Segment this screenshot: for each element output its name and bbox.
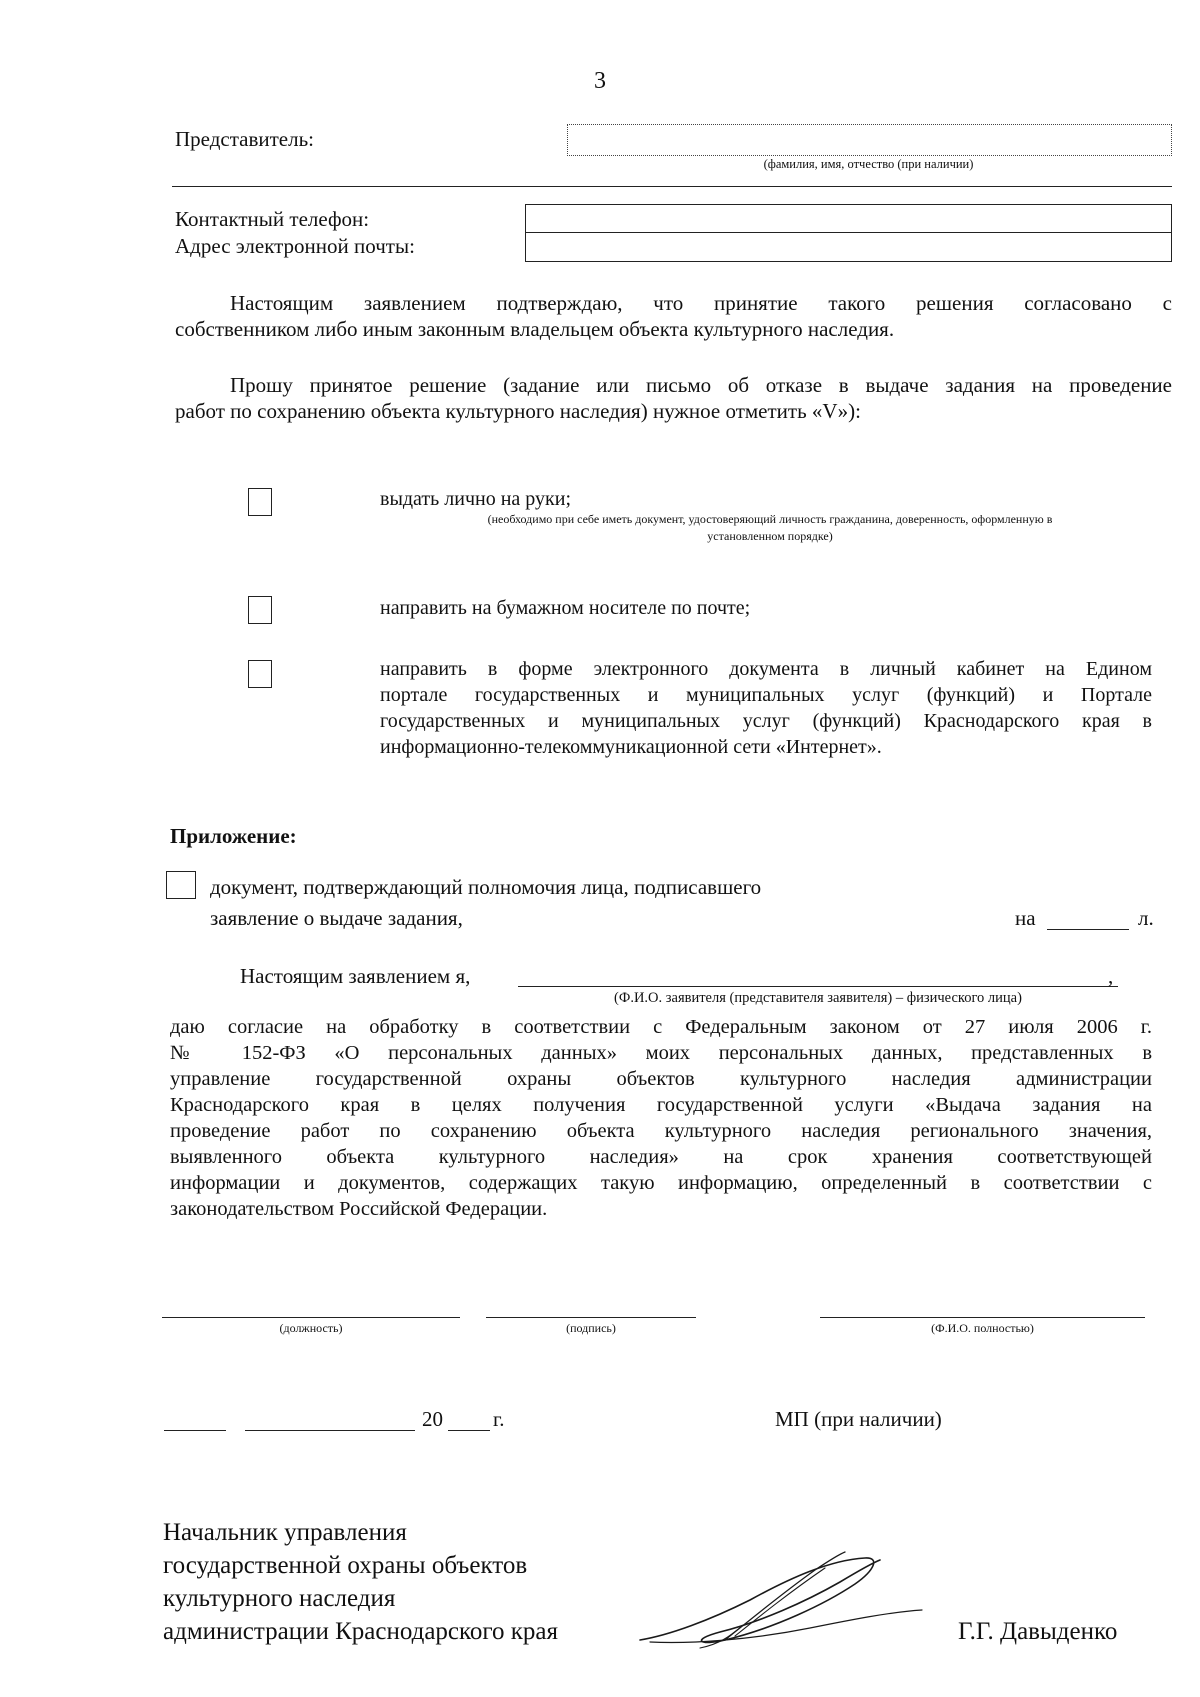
date-month-blank[interactable]: [245, 1430, 415, 1431]
phone-input[interactable]: [525, 204, 1172, 234]
footer-signer-name: Г.Г. Давыденко: [958, 1618, 1118, 1645]
consent-line-5: проведение работ по сохранению объекта культурного наследия регионального значения,: [170, 1120, 1152, 1142]
date-year-blank[interactable]: [448, 1430, 490, 1431]
representative-caption: (фамилия, имя, отчество (при наличии): [763, 157, 974, 171]
footer-title-line-1: Начальник управления: [163, 1519, 407, 1546]
option-mail-label: направить на бумажном носителе по почте;: [380, 597, 751, 619]
date-day-blank[interactable]: [164, 1430, 226, 1431]
option-electronic-line-1: направить в форме электронного документа в личный кабинет на Едином: [380, 658, 1152, 680]
request-line-2: работ по сохранению объекта культурного наследия) нужное отметить «V»):: [175, 399, 861, 423]
consent-paragraph: [170, 1014, 1152, 1222]
email-input[interactable]: [525, 232, 1172, 262]
full-name-line[interactable]: [820, 1317, 1145, 1318]
full-name-caption: (Ф.И.О. полностью): [931, 1321, 1034, 1335]
consent-lead: Настоящим заявлением я,: [240, 964, 471, 988]
option-electronic-line-4: информационно-телекоммуникационной сети «Интернет».: [380, 736, 882, 758]
footer-title-line-3: культурного наследия: [163, 1585, 396, 1612]
email-label: Адрес электронной почты:: [175, 234, 415, 258]
consent-line-7: информации и документов, содержащих такую информацию, определенный в соответствии с: [170, 1172, 1152, 1194]
option-in-person-checkbox[interactable]: [248, 488, 272, 516]
option-electronic-checkbox[interactable]: [248, 660, 272, 688]
position-signature-line[interactable]: [162, 1317, 460, 1318]
footer-title-line-2: государственной охраны объектов: [163, 1552, 528, 1579]
date-year-prefix: 20: [422, 1407, 443, 1431]
consent-comma: ,: [1108, 964, 1114, 988]
footer-title: [163, 1516, 558, 1648]
footer-title-line-4: администрации Краснодарского края: [163, 1618, 559, 1645]
phone-label: Контактный телефон:: [175, 207, 370, 231]
attachment-on-label: на: [1015, 906, 1036, 930]
request-line-1: Прошу принятое решение (задание или письмо об отказе в выдаче задания на проведение: [230, 373, 1172, 397]
consent-line-2: № 152-ФЗ «О персональных данных» моих персональных данных, представленных в: [170, 1042, 1152, 1064]
option-electronic-text: [380, 656, 1152, 760]
attachment-line-2: заявление о выдаче задания,: [210, 906, 463, 930]
consent-line-6: выявленного объекта культурного наследия» на срок хранения соответствующей: [170, 1146, 1152, 1168]
attachment-checkbox[interactable]: [166, 871, 196, 899]
page-number: 3: [594, 68, 606, 94]
option-in-person-label: выдать лично на руки;: [380, 488, 572, 510]
representative-label: Представитель:: [175, 127, 315, 151]
option-electronic-line-3: государственных и муниципальных услуг (функций) Краснодарского края в: [380, 710, 1152, 732]
handwritten-signature: [630, 1540, 930, 1655]
consent-line-4: Краснодарского края в целях получения государственной услуги «Выдача задания на: [170, 1094, 1152, 1116]
section-divider: [172, 186, 1172, 187]
attachment-sheets-label: л.: [1138, 906, 1154, 930]
confirmation-line-2: собственником либо иным законным владельцем объекта культурного наследия.: [175, 317, 895, 341]
stamp-label: МП (при наличии): [775, 1407, 942, 1431]
consent-caption: (Ф.И.О. заявителя (представителя заявителя) – физического лица): [614, 990, 1022, 1006]
option-in-person-note-2: установленном порядке): [707, 529, 833, 543]
consent-line-3: управление государственной охраны объектов культурного наследия администрации: [170, 1068, 1152, 1090]
date-year-suffix: г.: [493, 1407, 505, 1431]
attachment-heading: Приложение:: [170, 824, 297, 848]
attachment-line-1: документ, подтверждающий полномочия лица, подписавшего: [210, 875, 762, 899]
consent-line-1: даю согласие на обработку в соответствии с Федеральным законом от 27 июля 2006 г.: [170, 1016, 1152, 1038]
option-electronic-line-2: портале государственных и муниципальных услуг (функций) и Портале: [380, 684, 1152, 706]
option-mail-checkbox[interactable]: [248, 596, 272, 624]
option-in-person-note-1: (необходимо при себе иметь документ, удостоверяющий личность гражданина, доверенность, оформленную в: [487, 512, 1053, 526]
signature-line[interactable]: [486, 1317, 696, 1318]
confirmation-paragraph: [175, 290, 1172, 342]
position-caption: (должность): [279, 1321, 343, 1335]
request-paragraph: [175, 372, 1172, 424]
representative-input[interactable]: [567, 124, 1172, 156]
consent-name-blank[interactable]: [518, 986, 1118, 987]
consent-line-8: законодательством Российской Федерации.: [170, 1198, 548, 1220]
attachment-sheets-blank[interactable]: [1047, 929, 1129, 930]
signature-caption: (подпись): [566, 1321, 616, 1335]
confirmation-line-1: Настоящим заявлением подтверждаю, что принятие такого решения согласовано с: [230, 291, 1172, 315]
